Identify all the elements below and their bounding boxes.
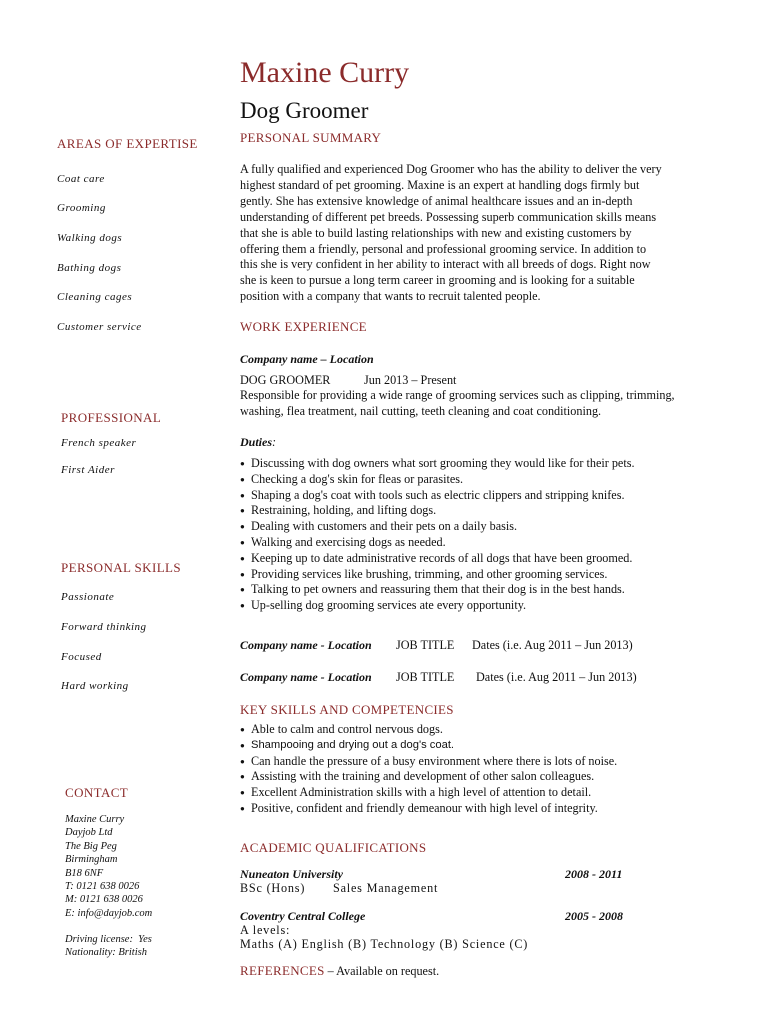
duties-list bbox=[240, 456, 720, 614]
job2-title: JOB TITLE bbox=[396, 638, 455, 652]
personal-skill-item: Hard working bbox=[61, 680, 129, 692]
academic-degree-1: BSc (Hons) bbox=[240, 881, 306, 895]
job1-desc-line: Responsible for providing a wide range of grooming services such as clipping, trimming, bbox=[240, 388, 675, 402]
job2-company: Company name - Location bbox=[240, 638, 372, 652]
driving-license: Driving license: Yes bbox=[65, 934, 152, 945]
academic-subject-1: Sales Management bbox=[333, 881, 439, 895]
list-item: ● Able to calm and control nervous dogs. bbox=[240, 722, 720, 738]
job2-dates: Dates (i.e. Aug 2011 – Jun 2013) bbox=[472, 638, 633, 652]
summary-heading: PERSONAL SUMMARY bbox=[240, 130, 382, 145]
professional-item: French speaker bbox=[61, 437, 137, 449]
contact-name: Maxine Curry bbox=[65, 814, 125, 825]
references-line bbox=[240, 963, 439, 979]
skills-list bbox=[240, 722, 720, 817]
contact-company: Dayjob Ltd bbox=[65, 827, 113, 839]
references-heading: REFERENCES bbox=[240, 963, 325, 978]
professional-heading: PROFESSIONAL bbox=[61, 410, 162, 425]
contact-email: E: info@dayjob.com bbox=[65, 907, 153, 919]
expertise-item: Bathing dogs bbox=[57, 262, 122, 274]
personal-skill-item: Passionate bbox=[61, 591, 115, 603]
list-item: ● Dealing with customers and their pets on a daily basis. bbox=[240, 519, 720, 535]
references-text: – Available on request. bbox=[324, 964, 440, 978]
list-item: ● Shampooing and drying out a dog's coat. bbox=[240, 738, 720, 754]
personal-skill-item: Focused bbox=[61, 651, 102, 663]
nationality: Nationality: British bbox=[65, 947, 147, 959]
summary-line: offering them a friendly, personal and professional grooming service. In addition to bbox=[240, 241, 647, 256]
academic-years-2: 2005 - 2008 bbox=[565, 909, 623, 923]
expertise-heading: AREAS OF EXPERTISE bbox=[57, 136, 198, 151]
list-item: ● Up-selling dog grooming services ate every opportunity. bbox=[240, 598, 720, 614]
summary-line: this she is very confident in her ability to interact with all breeds of dogs. Right now bbox=[240, 257, 651, 272]
personal-details bbox=[65, 933, 152, 960]
list-item: ● Discussing with dog owners what sort grooming they would like for their pets. bbox=[240, 456, 720, 472]
list-item: ● Positive, confident and friendly demeanour with high level of integrity. bbox=[240, 801, 720, 817]
list-item: ● Checking a dog's skin for fleas or parasites. bbox=[240, 472, 720, 488]
contact-heading: CONTACT bbox=[65, 785, 129, 800]
job3-title: JOB TITLE bbox=[396, 670, 455, 684]
list-item: ● Excellent Administration skills with a high level of attention to detail. bbox=[240, 785, 720, 801]
expertise-item: Customer service bbox=[57, 321, 142, 333]
contact-address: The Big Peg bbox=[65, 840, 117, 852]
list-item: ● Providing services like brushing, trimming, and other grooming services. bbox=[240, 567, 720, 583]
job3-company: Company name - Location bbox=[240, 670, 372, 684]
contact-telephone: T: 0121 638 0026 bbox=[65, 881, 140, 893]
skills-heading: KEY SKILLS AND COMPETENCIES bbox=[240, 702, 454, 717]
duties-label-wrap bbox=[240, 435, 276, 450]
list-item: ● Keeping up to date administrative records of all dogs that have been groomed. bbox=[240, 551, 720, 567]
list-item: ● Assisting with the training and development of other salon colleagues. bbox=[240, 769, 720, 785]
summary-line: gently. She has extensive knowledge of animal healthcare issues and an in-depth bbox=[240, 193, 633, 208]
list-item: ● Can handle the pressure of a busy environment where there is lots of noise. bbox=[240, 754, 720, 770]
contact-block bbox=[65, 813, 152, 920]
academic-school-2: Coventry Central College bbox=[240, 909, 366, 923]
academic-school-1: Nuneaton University bbox=[240, 867, 344, 881]
work-heading: WORK EXPERIENCE bbox=[240, 319, 367, 334]
expertise-item: Walking dogs bbox=[57, 232, 123, 244]
personal-skill-item: Forward thinking bbox=[61, 621, 147, 633]
academic-alevels-grades: Maths (A) English (B) Technology (B) Science (C) bbox=[240, 937, 529, 951]
professional-item: First Aider bbox=[61, 464, 115, 476]
expertise-item: Grooming bbox=[57, 202, 106, 214]
contact-postcode: B18 6NF bbox=[65, 867, 104, 879]
list-item: ● Walking and exercising dogs as needed. bbox=[240, 535, 720, 551]
expertise-item: Coat care bbox=[57, 173, 105, 185]
summary-line: understanding of different pet breeds. Possessing superb communication skills means bbox=[240, 209, 657, 224]
personal-skills-heading: PERSONAL SKILLS bbox=[61, 560, 182, 575]
summary-line: A fully qualified and experienced Dog Groomer who has the ability to deliver the very bbox=[240, 162, 662, 176]
expertise-item: Cleaning cages bbox=[57, 291, 133, 303]
academic-alevels-label: A levels: bbox=[240, 923, 291, 937]
academic-heading: ACADEMIC QUALIFICATIONS bbox=[240, 840, 427, 855]
duties-label: Duties bbox=[240, 435, 273, 449]
duties-colon: : bbox=[272, 435, 277, 449]
list-item: ● Talking to pet owners and reassuring them that their dog is in the best hands. bbox=[240, 582, 720, 598]
job1-desc-line: washing, flea treatment, nail cutting, teeth cleaning and coat conditioning. bbox=[240, 403, 602, 418]
contact-mobile: M: 0121 638 0026 bbox=[65, 894, 143, 906]
academic-years-1: 2008 - 2011 bbox=[565, 867, 623, 881]
list-item: ● Restraining, holding, and lifting dogs. bbox=[240, 503, 720, 519]
summary-line: she is keen to pursue a long term career in grooming and is looking for a suitable bbox=[240, 273, 635, 288]
summary-line: highest standard of pet grooming. Maxine is an expert at handling dogs firmly but bbox=[240, 177, 640, 192]
job3-dates: Dates (i.e. Aug 2011 – Jun 2013) bbox=[476, 670, 637, 684]
summary-line: that she is able to build lasting relationships with new and existing customers by bbox=[240, 225, 632, 240]
job1-dates: Jun 2013 – Present bbox=[364, 373, 457, 387]
job1-company: Company name – Location bbox=[240, 352, 374, 366]
job1-description bbox=[240, 388, 710, 420]
contact-city: Birmingham bbox=[65, 854, 118, 866]
list-item: ● Shaping a dog's coat with tools such as electric clippers and stripping knifes. bbox=[240, 488, 720, 504]
job1-title: DOG GROOMER bbox=[240, 373, 331, 387]
job-title: Dog Groomer bbox=[240, 98, 369, 123]
summary-line: position with a company that wants to recruit talented people. bbox=[240, 289, 541, 304]
candidate-name: Maxine Curry bbox=[240, 56, 410, 89]
summary-paragraph bbox=[240, 162, 710, 305]
